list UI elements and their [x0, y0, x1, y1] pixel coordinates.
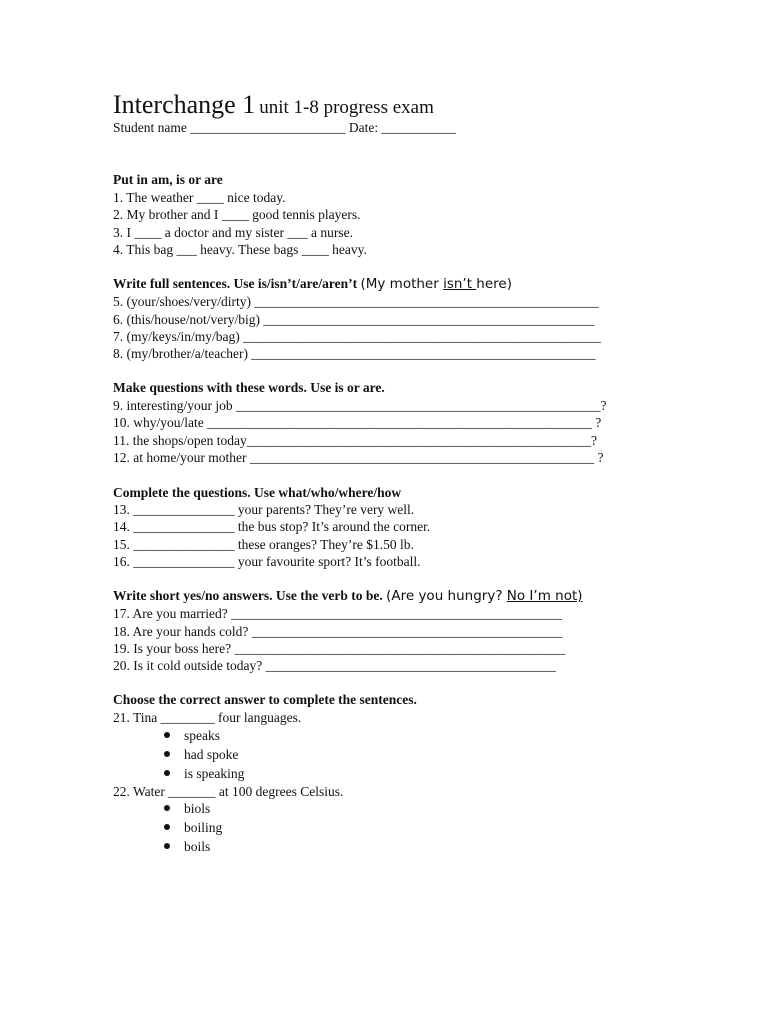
question-14: 14. _______________ the bus stop? It’s around the corner.: [113, 519, 431, 534]
bullet-icon: [164, 770, 170, 776]
question-17: 17. Are you married? _________________________________________________: [113, 606, 562, 621]
section-5-example: [386, 588, 582, 604]
section-3-heading: Make questions with these words. Use is or are.: [113, 380, 385, 395]
option-label: boils: [184, 839, 211, 854]
q22-option-1: [164, 800, 210, 818]
option-label: biols: [184, 801, 211, 816]
section-2-heading-row: [113, 275, 512, 293]
question-2: 2. My brother and I ____ good tennis players.: [113, 207, 361, 222]
question-11: 11. the shops/open today___________________________________________________?: [113, 433, 597, 448]
question-16: 16. _______________ your favourite sport? It’s football.: [113, 554, 421, 569]
question-4: 4. This bag ___ heavy. These bags ____ heavy.: [113, 242, 367, 257]
q22-option-2: [164, 819, 222, 837]
question-5: 5. (your/shoes/very/dirty) ___________________________________________________: [113, 294, 599, 309]
question-15: 15. _______________ these oranges? They’re $1.50 lb.: [113, 537, 414, 552]
question-1: 1. The weather ____ nice today.: [113, 190, 286, 205]
bullet-icon: [164, 732, 170, 738]
title-sub: unit 1-8 progress exam: [259, 97, 434, 118]
question-10: 10. why/you/late _________________________________________________________ ?: [113, 415, 602, 430]
question-21: 21. Tina ________ four languages.: [113, 710, 302, 725]
section-6-heading: Choose the correct answer to complete the sentences.: [113, 692, 417, 707]
question-9: 9. interesting/your job ______________________________________________________?: [113, 398, 607, 413]
section-5-example-answer: No I’m not): [506, 588, 583, 604]
q21-option-1: [164, 727, 220, 745]
question-3: 3. I ____ a doctor and my sister ___ a nurse.: [113, 225, 353, 240]
q22-option-3: [164, 838, 210, 856]
section-2-example-neg: isn’t: [443, 276, 477, 292]
section-2-heading: Write full sentences. Use is/isn’t/are/aren’t: [113, 276, 358, 291]
bullet-icon: [164, 824, 170, 830]
option-label: boiling: [184, 820, 223, 835]
question-7: 7. (my/keys/in/my/bag) _____________________________________________________: [113, 329, 601, 344]
section-2-example-close: here): [476, 276, 512, 292]
question-20: 20. Is it cold outside today? ___________________________________________: [113, 658, 556, 673]
option-label: speaks: [184, 728, 220, 743]
question-12: 12. at home/your mother ___________________________________________________ ?: [113, 450, 604, 465]
option-label: is speaking: [184, 766, 245, 781]
question-18: 18. Are your hands cold? ______________________________________________: [113, 624, 563, 639]
question-6: 6. (this/house/not/very/big) _________________________________________________: [113, 312, 595, 327]
section-5-heading: Write short yes/no answers. Use the verb to be.: [113, 588, 383, 603]
question-19: 19. Is your boss here? _________________________________________________: [113, 641, 566, 656]
section-5-example-open: (Are you hungry?: [386, 588, 507, 604]
question-8: 8. (my/brother/a/teacher) ___________________________________________________: [113, 346, 596, 361]
bullet-icon: [164, 805, 170, 811]
question-22: 22. Water _______ at 100 degrees Celsius.: [113, 784, 344, 799]
student-name-date-line: Student name _______________________ Date: ___________: [113, 120, 456, 135]
section-2-example: [360, 276, 512, 292]
bullet-icon: [164, 843, 170, 849]
bullet-icon: [164, 751, 170, 757]
q21-option-2: [164, 746, 238, 764]
section-4-heading: Complete the questions. Use what/who/where/how: [113, 485, 402, 500]
q21-option-3: [164, 765, 244, 783]
title-main: Interchange 1: [113, 90, 256, 119]
question-13: 13. _______________ your parents? They’re very well.: [113, 502, 415, 517]
section-1-heading: Put in am, is or are: [113, 172, 223, 187]
section-2-example-open: (My mother: [360, 276, 444, 292]
section-5-heading-row: [113, 587, 583, 605]
option-label: had spoke: [184, 747, 239, 762]
